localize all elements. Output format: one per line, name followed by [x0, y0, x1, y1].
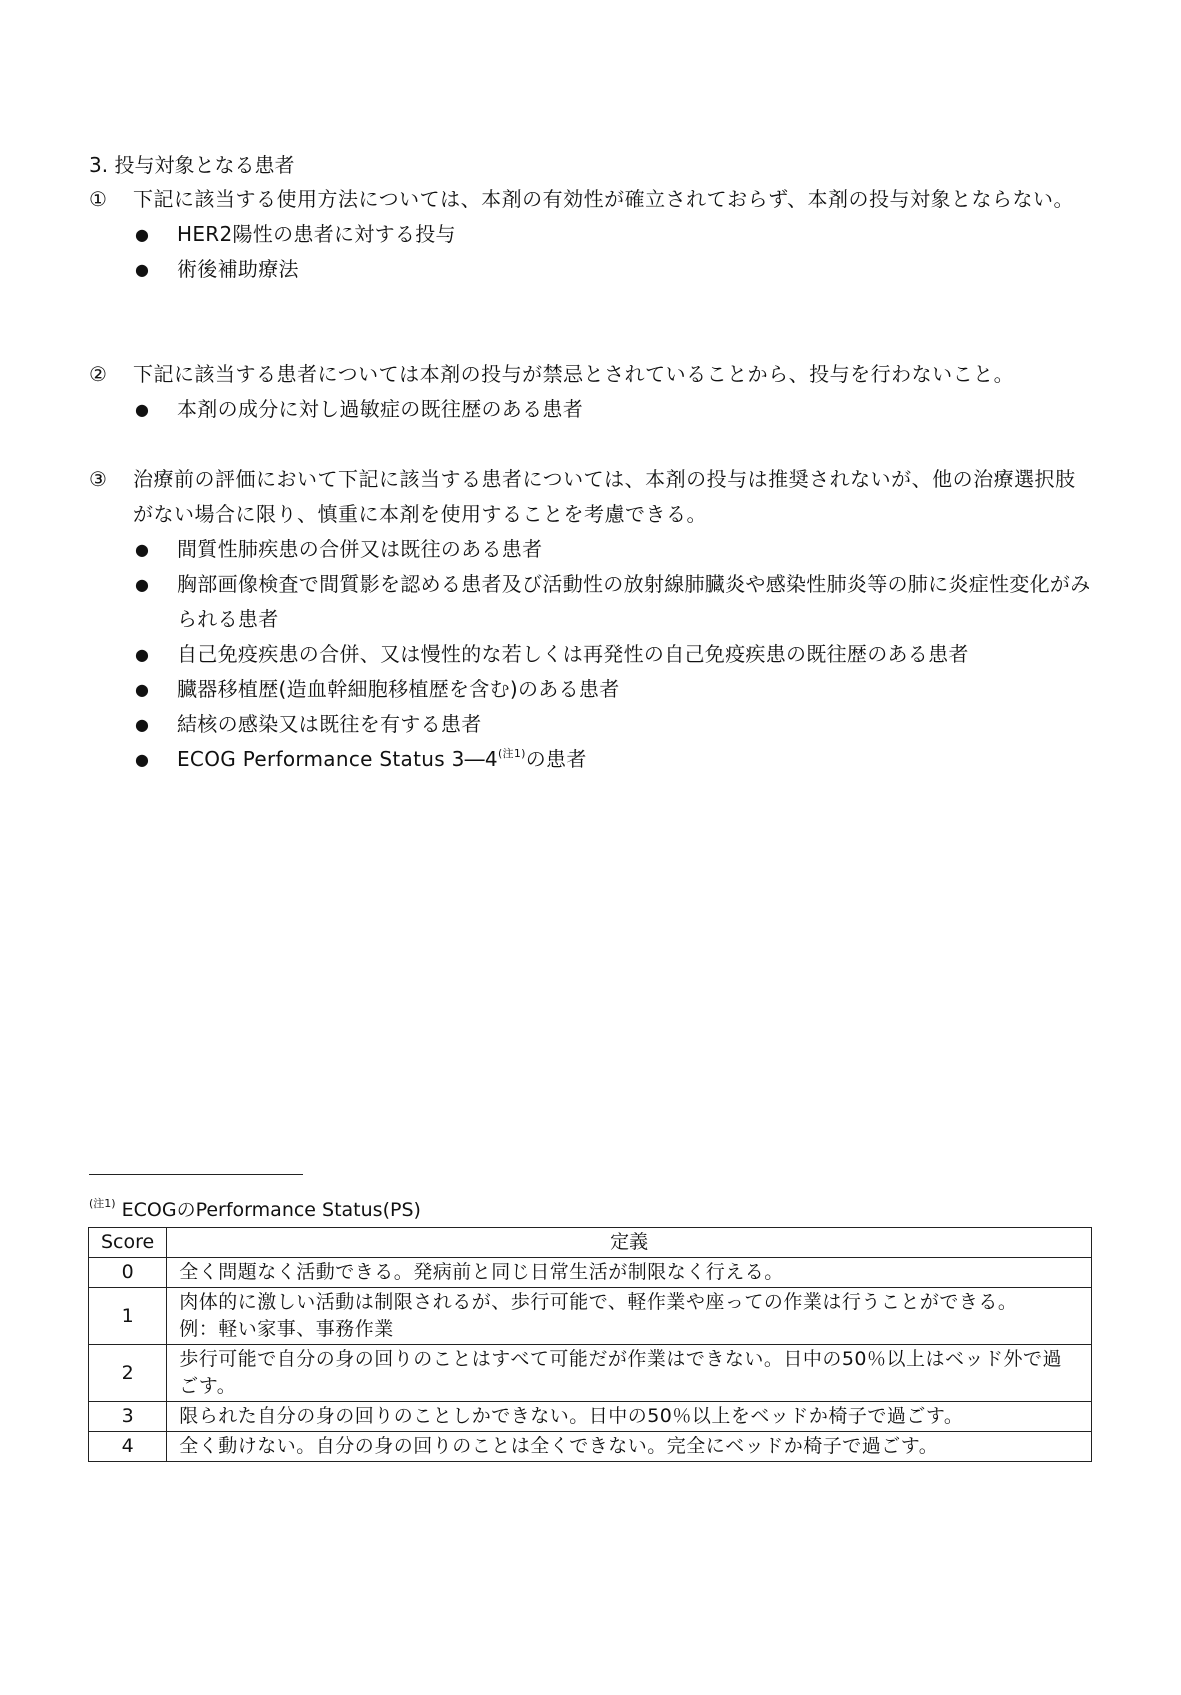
section-title: 3. 投与対象となる患者	[89, 153, 295, 177]
bullet-dot-icon: ●	[135, 575, 150, 594]
item-1	[89, 182, 1094, 287]
bullet-item: ● 本剤の成分に対し過敏症の既往歴のある患者	[89, 392, 1094, 427]
bullet-dot-icon: ●	[135, 540, 150, 559]
item-marker: ③	[89, 467, 107, 491]
definition-cell: 歩行可能で自分の身の回りのことはすべて可能だが作業はできない。日中の50％以上はベッド外で過ごす。	[167, 1345, 1092, 1402]
bullet-item: ● 自己免疫疾患の合併、又は慢性的な若しくは再発性の自己免疫疾患の既往歴のある患者	[89, 637, 1094, 672]
bullet-dot-icon: ●	[135, 225, 150, 244]
bullet-item: ● ECOG Performance Status 3―4$^{(注1)}$の患者	[89, 742, 1094, 777]
table-row	[89, 1345, 1092, 1402]
bullet-dot-icon: ●	[135, 750, 150, 769]
item-text: 治療前の評価において下記に該当する患者については、本剤の投与は推奨されないが、他の治療選択肢がない場合に限り、慎重に本剤を使用することを考慮できる。	[133, 467, 1076, 526]
score-cell: 0	[89, 1258, 167, 1288]
score-cell: 1	[89, 1288, 167, 1345]
bullet-item: ● 術後補助療法	[89, 252, 1094, 287]
table-row	[89, 1258, 1092, 1288]
item-2	[89, 357, 1094, 427]
table-header-row	[89, 1228, 1092, 1258]
item-text: 下記に該当する使用方法については、本剤の有効性が確立されておらず、本剤の投与対象とならない。	[133, 187, 1074, 211]
score-cell: 3	[89, 1402, 167, 1432]
table-row	[89, 1402, 1092, 1432]
item-marker: ①	[89, 187, 107, 211]
bullet-list	[89, 217, 1094, 287]
bullet-dot-icon: ●	[135, 715, 150, 734]
item-marker: ②	[89, 362, 107, 386]
performance-status-table	[88, 1227, 1092, 1462]
bullet-item: ● 臓器移植歴(造血幹細胞移植歴を含む)のある患者	[89, 672, 1094, 707]
score-cell: 2	[89, 1345, 167, 1402]
definition-cell: 全く動けない。自分の身の回りのことは全くできない。完全にベッドか椅子で過ごす。	[167, 1432, 1092, 1462]
bullet-list	[89, 532, 1094, 777]
header-score: Score	[89, 1228, 167, 1258]
score-cell: 4	[89, 1432, 167, 1462]
bullet-dot-icon: ●	[135, 400, 150, 419]
bullet-dot-icon: ●	[135, 260, 150, 279]
header-definition: 定義	[167, 1228, 1092, 1258]
footnote-marker: (注1)	[89, 1197, 116, 1210]
bullet-list	[89, 392, 1094, 427]
footnote-title: $^{(注1)}$ ECOGのPerformance Status(PS)	[89, 1197, 421, 1221]
item-3	[89, 462, 1094, 777]
table-row	[89, 1432, 1092, 1462]
bullet-dot-icon: ●	[135, 645, 150, 664]
footnote-ref: (注1)	[497, 747, 526, 760]
bullet-dot-icon: ●	[135, 680, 150, 699]
bullet-item: ● 胸部画像検査で間質影を認める患者及び活動性の放射線肺臓炎や感染性肺炎等の肺に炎症性変化がみられる患者	[89, 567, 1094, 637]
bullet-item: ● HER2陽性の患者に対する投与	[89, 217, 1094, 252]
definition-cell: 全く問題なく活動できる。発病前と同じ日常生活が制限なく行える。	[167, 1258, 1092, 1288]
bullet-item: ● 間質性肺疾患の合併又は既往のある患者	[89, 532, 1094, 567]
bullet-item: ● 結核の感染又は既往を有する患者	[89, 707, 1094, 742]
item-text: 下記に該当する患者については本剤の投与が禁忌とされていることから、投与を行わないこと。	[133, 362, 1015, 386]
definition-cell: 限られた自分の身の回りのことしかできない。日中の50％以上をベッドか椅子で過ごす。	[167, 1402, 1092, 1432]
definition-cell: 肉体的に激しい活動は制限されるが、歩行可能で、軽作業や座っての作業は行うことができる。 例：軽い家事、事務作業	[167, 1288, 1092, 1345]
footnote-divider	[89, 1174, 303, 1175]
table-row	[89, 1288, 1092, 1345]
